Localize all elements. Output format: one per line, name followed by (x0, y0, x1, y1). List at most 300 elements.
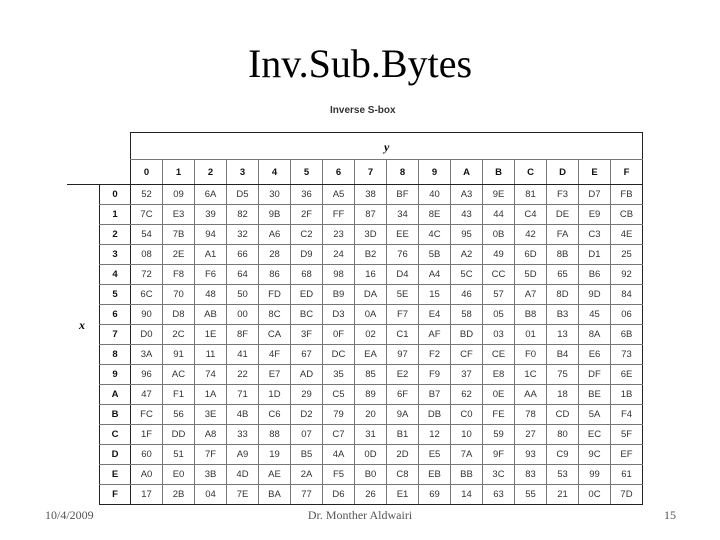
table-cell: 9C (579, 445, 611, 465)
table-cell: 90 (131, 305, 163, 325)
table-row (100, 245, 643, 265)
table-cell: ED (291, 285, 323, 305)
table-cell: 50 (227, 285, 259, 305)
table-cell: 04 (195, 485, 227, 505)
table-cell: 4D (227, 465, 259, 485)
table-cell: 18 (547, 385, 579, 405)
table-cell: 7D (611, 485, 643, 505)
table-cell: EE (387, 225, 419, 245)
table-cell: C6 (259, 405, 291, 425)
table-row (100, 305, 643, 325)
table-cell: 74 (195, 365, 227, 385)
table-cell: 9B (259, 205, 291, 225)
table-cell: C5 (323, 385, 355, 405)
table-cell: 6D (515, 245, 547, 265)
table-cell: 88 (259, 425, 291, 445)
table-cell: C4 (515, 205, 547, 225)
table-cell: 6B (611, 325, 643, 345)
footer-date: 10/4/2009 (45, 508, 94, 522)
table-cell: 98 (323, 265, 355, 285)
table-cell: 31 (355, 425, 387, 445)
table-cell: 0C (579, 485, 611, 505)
table-cell: 3D (355, 225, 387, 245)
row-header: 8 (100, 345, 131, 365)
table-cell: 68 (291, 265, 323, 285)
row-header: E (100, 465, 131, 485)
table-cell: 77 (291, 485, 323, 505)
table-cell: 84 (611, 285, 643, 305)
table-cell: 45 (579, 305, 611, 325)
table-cell: A4 (419, 265, 451, 285)
table-cell: 15 (419, 285, 451, 305)
table-cell: B2 (355, 245, 387, 265)
inverse-sbox-table (99, 132, 643, 505)
table-cell: 71 (227, 385, 259, 405)
table-cell: 5C (451, 265, 483, 285)
table-cell: C0 (451, 405, 483, 425)
table-cell: 27 (515, 425, 547, 445)
row-header: 4 (100, 265, 131, 285)
table-cell: 6E (611, 365, 643, 385)
table-caption: Inverse S-box (330, 105, 396, 116)
row-header: 1 (100, 205, 131, 225)
table-cell: 9D (579, 285, 611, 305)
table-cell: F9 (419, 365, 451, 385)
table-cell: 1C (515, 365, 547, 385)
table-cell: B7 (419, 385, 451, 405)
table-cell: A9 (227, 445, 259, 465)
table-row (100, 485, 643, 505)
table-cell: B4 (547, 345, 579, 365)
table-cell: F1 (163, 385, 195, 405)
table-cell: AE (259, 465, 291, 485)
table-cell: 2E (163, 245, 195, 265)
table-cell: 60 (131, 445, 163, 465)
table-cell: DF (579, 365, 611, 385)
table-cell: B6 (579, 265, 611, 285)
table-cell: 53 (547, 465, 579, 485)
table-cell: 9A (387, 405, 419, 425)
table-cell: E8 (483, 365, 515, 385)
table-cell: 3F (291, 325, 323, 345)
table-cell: DE (547, 205, 579, 225)
table-cell: 5A (579, 405, 611, 425)
table-cell: 7A (451, 445, 483, 465)
table-cell: 6A (195, 185, 227, 205)
table-cell: AF (419, 325, 451, 345)
column-header: E (579, 160, 611, 185)
table-cell: 97 (387, 345, 419, 365)
table-cell: 23 (323, 225, 355, 245)
table-cell: F2 (419, 345, 451, 365)
table-row (100, 425, 643, 445)
table-cell: 1A (195, 385, 227, 405)
table-cell: E2 (387, 365, 419, 385)
table-cell: 48 (195, 285, 227, 305)
table-cell: 5B (419, 245, 451, 265)
table-cell: 89 (355, 385, 387, 405)
table-cell: 22 (227, 365, 259, 385)
table-cell: 9F (483, 445, 515, 465)
column-header: F (611, 160, 643, 185)
table-cell: 87 (355, 205, 387, 225)
table-cell: 61 (611, 465, 643, 485)
table-cell: D3 (323, 305, 355, 325)
table-cell: BA (259, 485, 291, 505)
table-cell: 7F (195, 445, 227, 465)
table-cell: DC (323, 345, 355, 365)
table-row (100, 325, 643, 345)
table-cell: AB (195, 305, 227, 325)
table-cell: 01 (515, 325, 547, 345)
table-cell: 0B (483, 225, 515, 245)
column-header: 8 (387, 160, 419, 185)
table-cell: 8E (419, 205, 451, 225)
table-cell: CD (547, 405, 579, 425)
table-cell: B5 (291, 445, 323, 465)
table-cell: 92 (611, 265, 643, 285)
table-cell: 73 (611, 345, 643, 365)
row-header: 0 (100, 185, 131, 205)
table-cell: D6 (323, 485, 355, 505)
y-axis-label: y (384, 140, 390, 154)
table-cell: A7 (515, 285, 547, 305)
table-cell: 81 (515, 185, 547, 205)
table-cell: C9 (547, 445, 579, 465)
table-cell: A5 (323, 185, 355, 205)
table-cell: 5E (387, 285, 419, 305)
table-cell: 95 (451, 225, 483, 245)
table-cell: 28 (259, 245, 291, 265)
table-cell: 3E (195, 405, 227, 425)
y-header-band (131, 133, 643, 160)
table-cell: E6 (579, 345, 611, 365)
table-cell: 59 (483, 425, 515, 445)
row-header: F (100, 485, 131, 505)
table-cell: 94 (195, 225, 227, 245)
table-cell: EA (355, 345, 387, 365)
table-cell: E1 (387, 485, 419, 505)
table-cell: C7 (323, 425, 355, 445)
table-cell: 17 (131, 485, 163, 505)
column-header: 5 (291, 160, 323, 185)
table-cell: 38 (355, 185, 387, 205)
table-cell: C2 (291, 225, 323, 245)
table-cell: CC (483, 265, 515, 285)
table-cell: 0A (355, 305, 387, 325)
table-cell: 7E (227, 485, 259, 505)
table-cell: 62 (451, 385, 483, 405)
table-cell: B8 (515, 305, 547, 325)
table-cell: 96 (131, 365, 163, 385)
table-cell: 30 (259, 185, 291, 205)
table-cell: 05 (483, 305, 515, 325)
table-cell: 69 (419, 485, 451, 505)
table-cell: 35 (323, 365, 355, 385)
table-cell: 55 (515, 485, 547, 505)
table-cell: 33 (227, 425, 259, 445)
row-header: 2 (100, 225, 131, 245)
table-cell: F8 (163, 265, 195, 285)
x-axis-label: x (79, 318, 85, 332)
table-cell: 2C (163, 325, 195, 345)
table-cell: E3 (163, 205, 195, 225)
column-header: 6 (323, 160, 355, 185)
table-cell: 24 (323, 245, 355, 265)
table-cell: CB (611, 205, 643, 225)
table-cell: 4E (611, 225, 643, 245)
table-cell: 70 (163, 285, 195, 305)
table-cell: E5 (419, 445, 451, 465)
column-header: 3 (227, 160, 259, 185)
table-cell: 40 (419, 185, 451, 205)
table-cell: BB (451, 465, 483, 485)
table-cell: 6C (131, 285, 163, 305)
table-cell: 86 (259, 265, 291, 285)
table-cell: 14 (451, 485, 483, 505)
table-cell: E7 (259, 365, 291, 385)
table-cell: 42 (515, 225, 547, 245)
table-cell: FA (547, 225, 579, 245)
table-cell: 65 (547, 265, 579, 285)
column-header: 9 (419, 160, 451, 185)
table-cell: 2F (291, 205, 323, 225)
table-cell: 39 (195, 205, 227, 225)
table-cell: 10 (451, 425, 483, 445)
table-cell: DD (163, 425, 195, 445)
table-cell: C1 (387, 325, 419, 345)
table-cell: D2 (291, 405, 323, 425)
column-header: D (547, 160, 579, 185)
page-number: 15 (664, 508, 676, 522)
table-cell: D8 (163, 305, 195, 325)
table-cell: 3A (131, 345, 163, 365)
table-cell: 80 (547, 425, 579, 445)
table-cell: D7 (579, 185, 611, 205)
table-cell: 3C (483, 465, 515, 485)
footer-author: Dr. Monther Aldwairi (307, 508, 413, 522)
table-cell: 99 (579, 465, 611, 485)
column-header: 7 (355, 160, 387, 185)
table-cell: B0 (355, 465, 387, 485)
table-row (100, 185, 643, 205)
table-cell: FF (323, 205, 355, 225)
table-cell: 67 (291, 345, 323, 365)
table-row (100, 285, 643, 305)
table-cell: 8A (579, 325, 611, 345)
table-cell: F3 (547, 185, 579, 205)
table-cell: 09 (163, 185, 195, 205)
table-cell: 19 (259, 445, 291, 465)
table-cell: 47 (131, 385, 163, 405)
table-cell: 43 (451, 205, 483, 225)
table-cell: E9 (579, 205, 611, 225)
table-cell: D5 (227, 185, 259, 205)
table-cell: 82 (227, 205, 259, 225)
table-cell: 75 (547, 365, 579, 385)
column-header: 4 (259, 160, 291, 185)
table-row (100, 365, 643, 385)
table-cell: A6 (259, 225, 291, 245)
table-cell: 52 (131, 185, 163, 205)
table-cell: DB (419, 405, 451, 425)
table-cell: 1F (131, 425, 163, 445)
table-cell: DA (355, 285, 387, 305)
row-header: B (100, 405, 131, 425)
table-cell: 06 (611, 305, 643, 325)
table-cell: 57 (483, 285, 515, 305)
table-cell: E0 (163, 465, 195, 485)
table-row (100, 445, 643, 465)
table-cell: 4B (227, 405, 259, 425)
table-cell: 20 (355, 405, 387, 425)
table-cell: 56 (163, 405, 195, 425)
table-cell: BC (291, 305, 323, 325)
table-cell: 85 (355, 365, 387, 385)
table-cell: 8C (259, 305, 291, 325)
table-cell: F5 (323, 465, 355, 485)
table-cell: 83 (515, 465, 547, 485)
table-cell: 4F (259, 345, 291, 365)
table-cell: 08 (131, 245, 163, 265)
table-cell: C8 (387, 465, 419, 485)
table-cell: 3B (195, 465, 227, 485)
table-cell: 02 (355, 325, 387, 345)
table-cell: F6 (195, 265, 227, 285)
table-cell: 41 (227, 345, 259, 365)
table-cell: B9 (323, 285, 355, 305)
table-cell: 36 (291, 185, 323, 205)
table-cell: D0 (131, 325, 163, 345)
table-cell: E4 (419, 305, 451, 325)
table-cell: AC (163, 365, 195, 385)
table-cell: 7C (131, 205, 163, 225)
table-cell: 03 (483, 325, 515, 345)
table-cell: A2 (451, 245, 483, 265)
row-header: 3 (100, 245, 131, 265)
table-cell: CA (259, 325, 291, 345)
table-row (100, 345, 643, 365)
table-cell: 4C (419, 225, 451, 245)
table-cell: CE (483, 345, 515, 365)
table-cell: EC (579, 425, 611, 445)
table-cell: EF (611, 445, 643, 465)
corner-empty (100, 133, 131, 160)
table-cell: 0E (483, 385, 515, 405)
row-header: 7 (100, 325, 131, 345)
column-header: 0 (131, 160, 163, 185)
column-header: 2 (195, 160, 227, 185)
row-header: A (100, 385, 131, 405)
table-cell: 1E (195, 325, 227, 345)
table-cell: 51 (163, 445, 195, 465)
table-cell: EB (419, 465, 451, 485)
table-row (100, 265, 643, 285)
table-cell: 37 (451, 365, 483, 385)
table-cell: 0F (323, 325, 355, 345)
table-cell: F0 (515, 345, 547, 365)
table-cell: A1 (195, 245, 227, 265)
corner-empty (100, 160, 131, 185)
table-cell: F4 (611, 405, 643, 425)
table-cell: 4A (323, 445, 355, 465)
table-row (100, 205, 643, 225)
table-cell: 29 (291, 385, 323, 405)
table-cell: D4 (387, 265, 419, 285)
table-cell: FC (131, 405, 163, 425)
table-cell: D1 (579, 245, 611, 265)
table-cell: 2B (163, 485, 195, 505)
table-cell: FB (611, 185, 643, 205)
column-header: A (451, 160, 483, 185)
table-cell: 2D (387, 445, 419, 465)
table-cell: 2A (291, 465, 323, 485)
table-cell: 8B (547, 245, 579, 265)
table-cell: 91 (163, 345, 195, 365)
table-cell: 8D (547, 285, 579, 305)
table-cell: 44 (483, 205, 515, 225)
slide-title: Inv.Sub.Bytes (247, 41, 473, 86)
table-cell: 78 (515, 405, 547, 425)
table-cell: FD (259, 285, 291, 305)
table-cell: A3 (451, 185, 483, 205)
table-cell: 93 (515, 445, 547, 465)
table-cell: F7 (387, 305, 419, 325)
table-cell: 63 (483, 485, 515, 505)
table-cell: 64 (227, 265, 259, 285)
row-header: 5 (100, 285, 131, 305)
table-cell: 1B (611, 385, 643, 405)
table-cell: 8F (227, 325, 259, 345)
column-header: C (515, 160, 547, 185)
row-header: 9 (100, 365, 131, 385)
table-row (100, 405, 643, 425)
table-cell: 11 (195, 345, 227, 365)
table-cell: 79 (323, 405, 355, 425)
table-cell: AA (515, 385, 547, 405)
table-cell: BD (451, 325, 483, 345)
table-cell: 7B (163, 225, 195, 245)
table-cell: 07 (291, 425, 323, 445)
table-cell: 32 (227, 225, 259, 245)
table-cell: 1D (259, 385, 291, 405)
table-cell: 76 (387, 245, 419, 265)
table-cell: 6F (387, 385, 419, 405)
row-header: D (100, 445, 131, 465)
table-cell: 34 (387, 205, 419, 225)
row-header: 6 (100, 305, 131, 325)
table-cell: AD (291, 365, 323, 385)
table-cell: 12 (419, 425, 451, 445)
table-cell: 54 (131, 225, 163, 245)
table-cell: 5D (515, 265, 547, 285)
table-cell: 49 (483, 245, 515, 265)
table-cell: CF (451, 345, 483, 365)
table-row (100, 385, 643, 405)
table-cell: 46 (451, 285, 483, 305)
table-cell: BF (387, 185, 419, 205)
row-header: C (100, 425, 131, 445)
table-cell: 66 (227, 245, 259, 265)
table-cell: 9E (483, 185, 515, 205)
table-row (100, 465, 643, 485)
table-cell: D9 (291, 245, 323, 265)
table-cell: 21 (547, 485, 579, 505)
table-cell: 5F (611, 425, 643, 445)
table-cell: 72 (131, 265, 163, 285)
table-row (100, 225, 643, 245)
table-cell: B1 (387, 425, 419, 445)
